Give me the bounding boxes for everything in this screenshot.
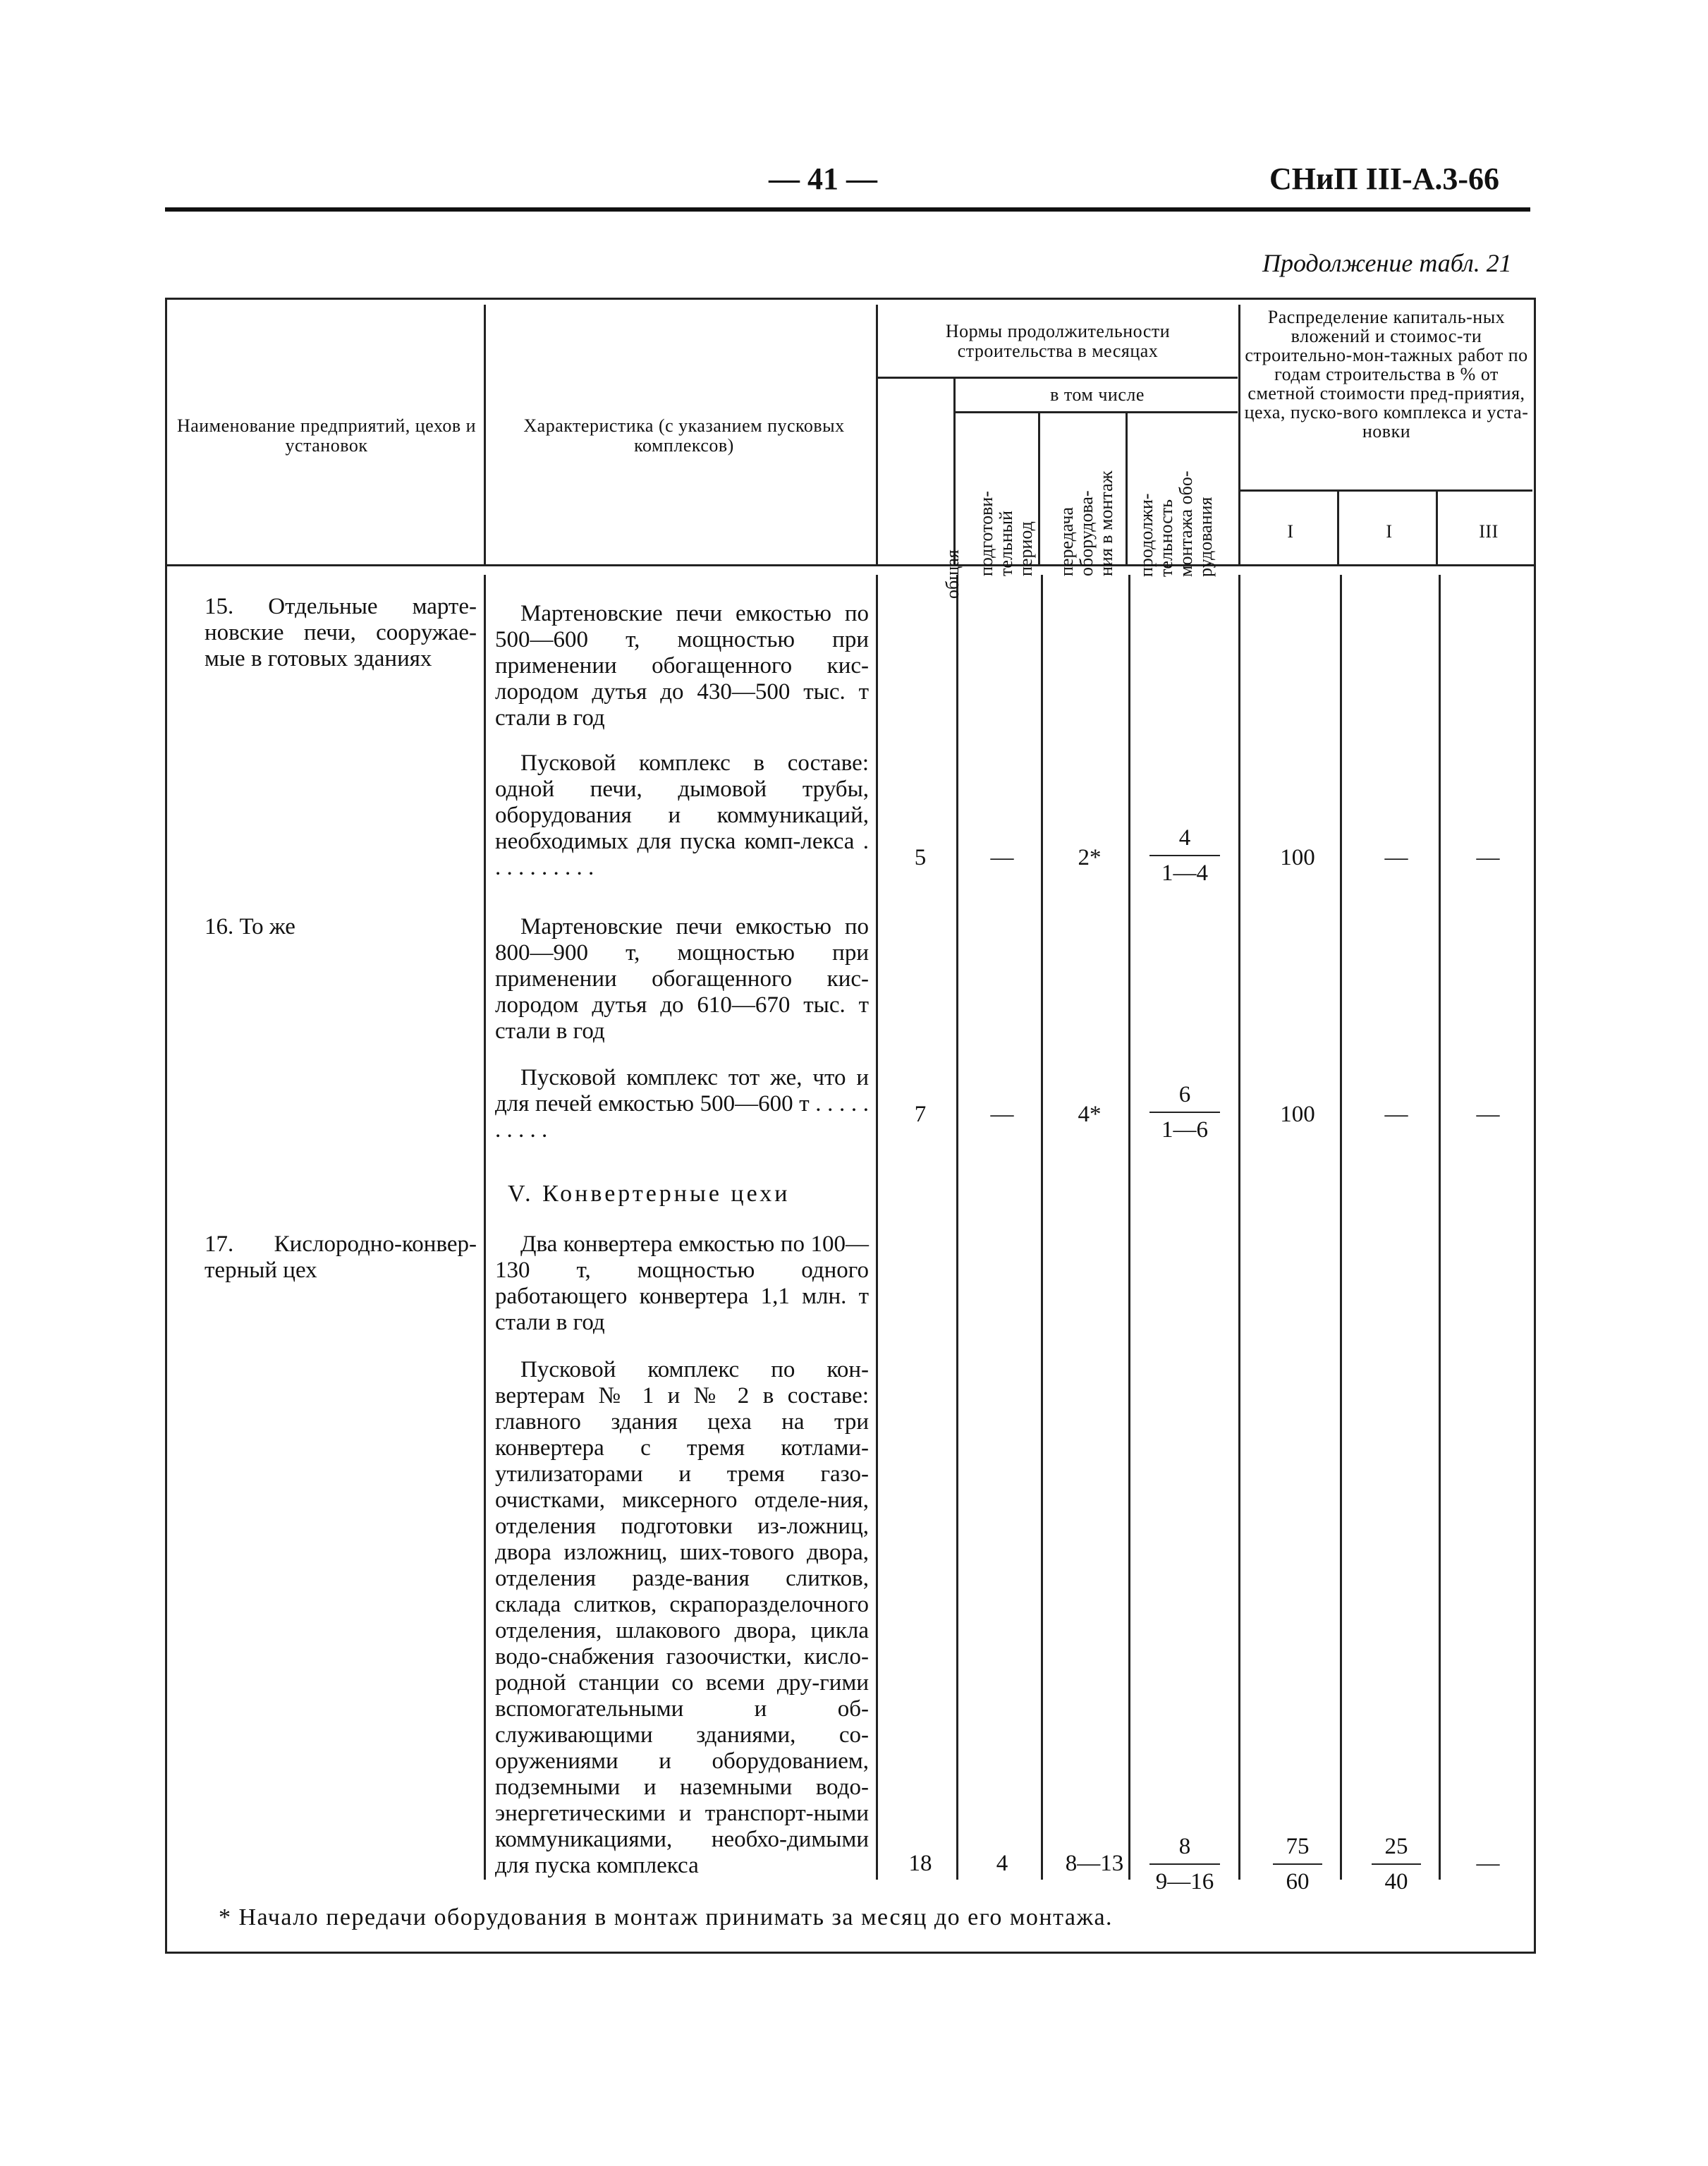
body-col-sep-8 (1439, 575, 1441, 1880)
header-year-2: I (1386, 521, 1393, 542)
header-total: общая (942, 549, 963, 599)
table-left-border (165, 298, 167, 1954)
document-code: СНиП III-А.3-66 (1269, 162, 1500, 196)
row15-duration-top: 4 (1178, 825, 1191, 851)
table-right-border (1534, 298, 1536, 1954)
body-col-sep-3 (956, 575, 958, 1880)
hdr-year-sep-2 (1436, 492, 1438, 566)
row16-year2: — (1384, 1102, 1408, 1127)
header-year-1: I (1287, 521, 1294, 542)
row15-duration (1142, 824, 1227, 887)
header-duration: продолжи- тельность монтажа обо- рудования (1136, 470, 1216, 577)
row15-transfer: 2* (1078, 845, 1102, 870)
section-heading: V. Конвертерные цехи (508, 1181, 791, 1207)
row17-year2-bottom: 40 (1384, 1869, 1408, 1894)
row17-prep: 4 (996, 1851, 1008, 1876)
footnote: * Начало передачи оборудования в монтаж принимать за месяц до его монтажа. (219, 1904, 1114, 1930)
row16-desc-2: Пусковой комплекс тот же, что и для печей емкостью 500—600 т . . . . . . . . . . (495, 1065, 869, 1143)
row15-name: 15. Отдельные марте-новские печи, сооружае-мые в готовых зданиях (205, 594, 477, 671)
header-distribution: Распределение капиталь-ных вложений и стоимос-ти строительно-мон-тажных работ по годам строительства в % от сметной стоимости пред-приятия, цеха, пуско-вого комплекса и уста-новки (1244, 307, 1529, 442)
body-col-sep-1 (484, 575, 486, 1880)
row16-total: 7 (914, 1102, 927, 1127)
hdr-col-sep-3 (1238, 305, 1240, 566)
page-number: — 41 — (769, 162, 877, 196)
row17-year3: — (1476, 1851, 1500, 1876)
row15-duration-bottom: 1—4 (1161, 860, 1208, 886)
row17-total: 18 (908, 1851, 932, 1876)
body-col-sep-7 (1340, 575, 1342, 1880)
row17-desc-2: Пусковой комплекс по кон-вертерам № 1 и № 2 в составе: главного здания цеха на три конвертера с тремя котлами-утилизаторами и тремя газо-очистками, миксерного отделе-ния, отделения подготовки из-ложниц, двора изложниц, ших-тового двора, отделения разде-вания слитков, склада слитков, скрапоразделочного отделения, шлакового двора, цикла водо-снабжения газоочистки, кисло-родной станции со всеми дру-гими вспомогательными и об-служивающими зданиями, со-оружениями и оборудованием, подземными и наземными водо-энергетическими и транспорт-ными коммуникациями, необхо-димыми для пуска комплекса (495, 1357, 869, 1878)
table-continuation-label: Продолжение табл. 21 (1262, 249, 1512, 277)
row16-duration (1142, 1081, 1227, 1144)
row16-transfer: 4* (1078, 1102, 1102, 1127)
row17-desc-1: Два конвертера емкостью по 100—130 т, мощностью одного работающего конвертера 1,1 млн. т стали в год (495, 1231, 869, 1335)
row15-desc-2: Пусковой комплекс в составе: одной печи, дымовой трубы, оборудования и коммуникаций, необходимых для пуска комп-лекса . . . . . . . . . . (495, 750, 869, 880)
body-col-sep-2 (876, 575, 878, 1880)
row16-year3: — (1476, 1102, 1500, 1127)
row16-duration-top: 6 (1178, 1082, 1191, 1107)
header-transfer: передача оборудова- ния в монтаж (1056, 470, 1116, 576)
header-including: в том числе (1050, 384, 1145, 405)
row17-name: 17. Кислородно-конвер-терный цех (205, 1231, 477, 1283)
row16-desc-1: Мартеновские печи емкостью по 800—900 т, мощностью при применении обогащенного кис-лородом дутья до 610—670 тыс. т стали в год (495, 914, 869, 1044)
row15-year1: 100 (1280, 845, 1315, 870)
hdr-transfer-sep (1126, 413, 1128, 566)
hdr-year-sep-1 (1337, 492, 1339, 566)
row17-year2 (1361, 1832, 1432, 1896)
body-col-sep-6 (1238, 575, 1240, 1880)
row17-year1 (1262, 1832, 1333, 1896)
row16-year1: 100 (1280, 1102, 1315, 1127)
hdr-norms-underline (878, 377, 1238, 379)
hdr-col-sep-2 (876, 305, 878, 566)
row16-name: 16. То же (205, 914, 295, 939)
row15-year3: — (1476, 845, 1500, 870)
row17-year1-bottom: 60 (1286, 1869, 1310, 1894)
row17-duration (1142, 1832, 1227, 1896)
body-col-sep-4 (1041, 575, 1043, 1880)
row17-duration-bottom: 9—16 (1155, 1869, 1214, 1894)
table-top-border (165, 298, 1536, 300)
row16-prep: — (990, 1102, 1014, 1127)
row15-prep: — (990, 845, 1014, 870)
header-year-3: III (1479, 521, 1499, 542)
row17-year1-top: 75 (1286, 1834, 1310, 1859)
header-bottom-border (165, 564, 1536, 566)
header-norms: Нормы продолжительности строительства в месяцах (945, 321, 1171, 361)
row15-year2: — (1384, 845, 1408, 870)
body-col-sep-5 (1128, 575, 1130, 1880)
row17-transfer: 8—13 (1065, 1851, 1124, 1876)
hdr-including-underline (956, 411, 1238, 413)
row17-year2-top: 25 (1384, 1834, 1408, 1859)
table-bottom-border (165, 1952, 1536, 1954)
row17-duration-top: 8 (1178, 1834, 1191, 1859)
header-prep: подготови- тельный период (976, 491, 1036, 576)
header-rule (165, 207, 1530, 212)
header-name: Наименование предприятий, цехов и установок (176, 415, 477, 456)
row15-desc-1: Мартеновские печи емкостью по 500—600 т, мощностью при применении обогащенного кис-лородом дутья до 430—500 тыс. т стали в год (495, 601, 869, 731)
header-characteristic: Характеристика (с указанием пусковых комплексов) (523, 415, 845, 456)
row15-total: 5 (914, 845, 927, 870)
row16-duration-bottom: 1—6 (1161, 1117, 1208, 1143)
hdr-years-underline (1240, 489, 1532, 492)
hdr-col-sep-1 (484, 305, 486, 566)
